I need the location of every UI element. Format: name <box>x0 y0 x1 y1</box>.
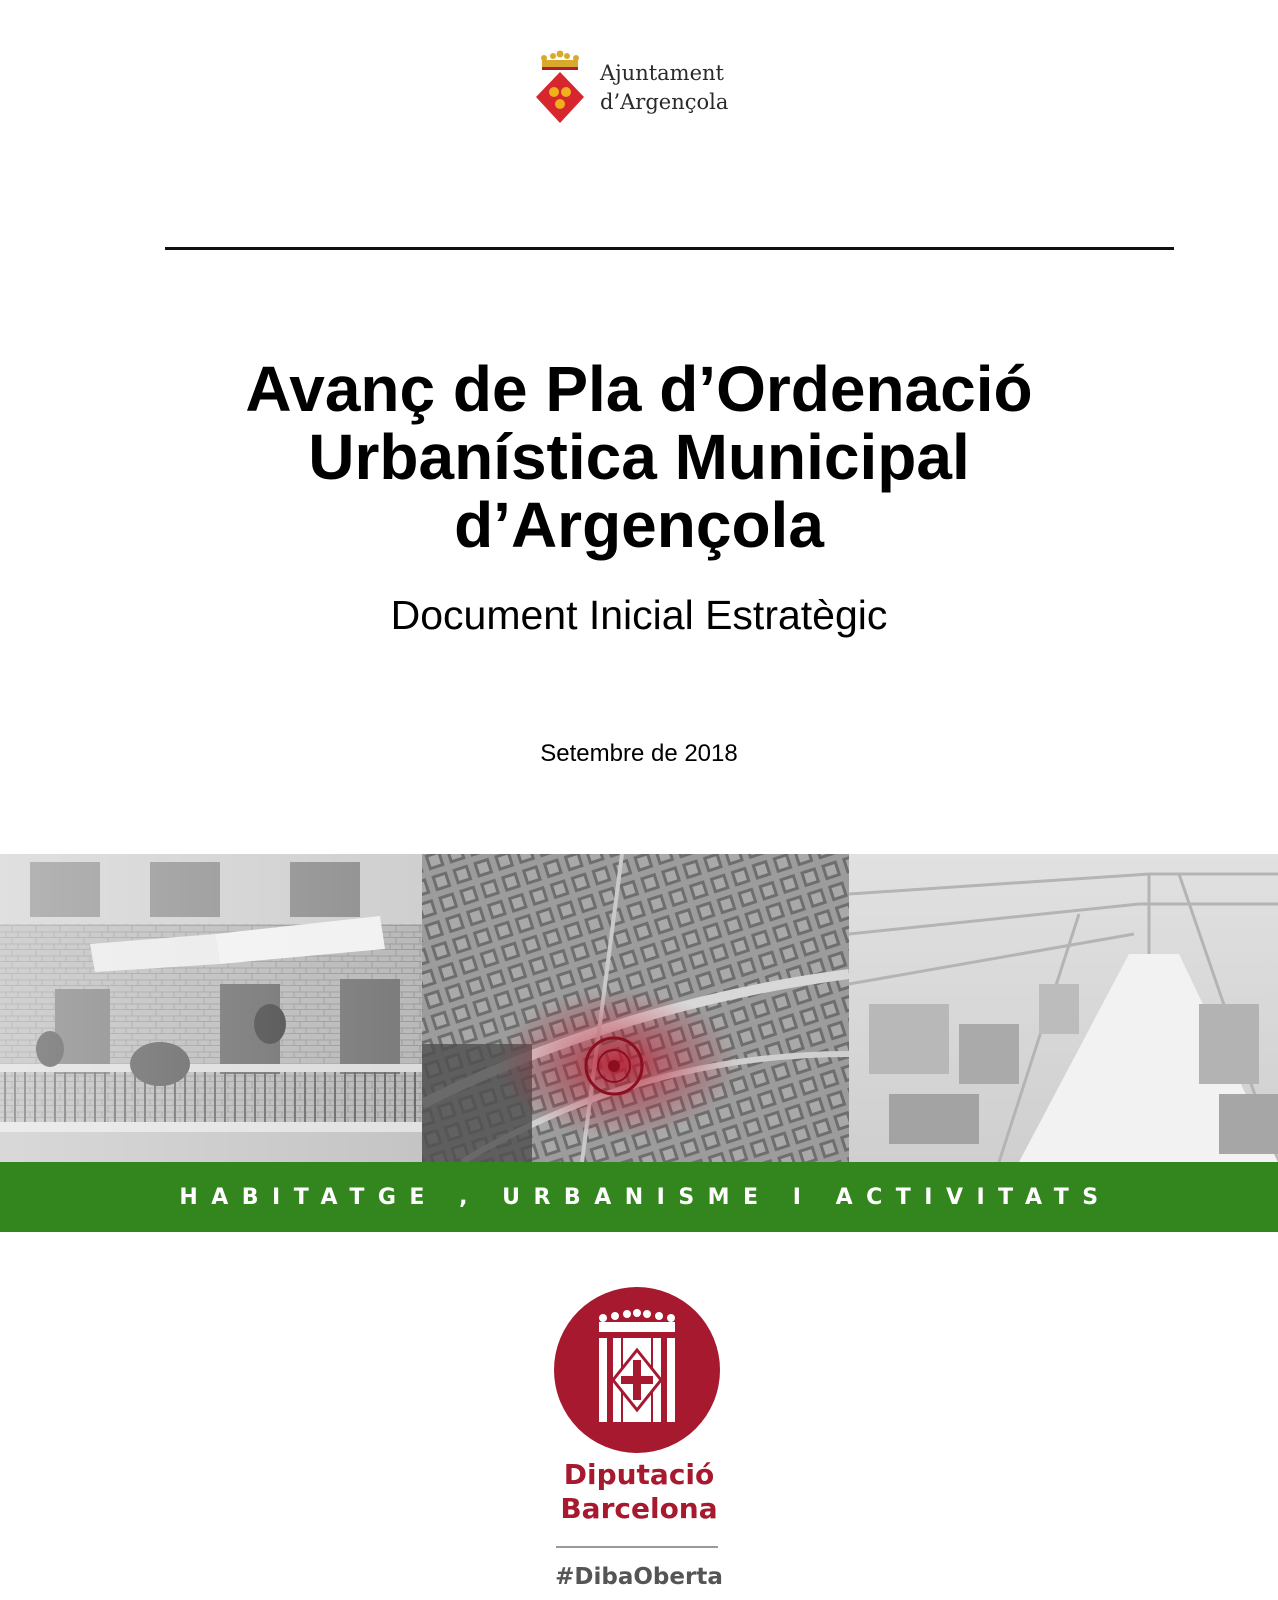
hashtag-label: #DibaOberta <box>555 1564 723 1590</box>
document-subtitle: Document Inicial Estratègic <box>390 592 888 638</box>
header-org-line2: d’Argençola <box>600 90 729 114</box>
document-title <box>0 355 1278 559</box>
category-band <box>0 1162 1278 1232</box>
photo-strip <box>0 854 1278 1162</box>
header-logo <box>534 50 728 126</box>
diputacio-org-name <box>0 1458 1278 1526</box>
diputacio-line-2: Barcelona <box>560 1492 718 1525</box>
argencola-coat-of-arms-icon <box>534 50 586 126</box>
title-divider <box>165 247 1174 250</box>
diputacio-line-1: Diputació <box>563 1458 715 1491</box>
balcony-photo <box>0 854 422 1162</box>
category-band-label: HABITATGE , URBANISME I ACTIVITATS <box>179 1184 1112 1210</box>
header-org-name <box>600 59 728 117</box>
factory-photo <box>849 854 1278 1162</box>
document-date: Setembre de 2018 <box>540 740 738 767</box>
title-line-3: d’Argençola <box>454 489 824 561</box>
title-line-2: Urbanística Municipal <box>308 421 970 493</box>
title-line-1: Avanç de Pla d’Ordenació <box>245 353 1033 425</box>
header-org-line1: Ajuntament <box>600 61 724 85</box>
diputacio-barcelona-emblem-icon <box>553 1286 721 1454</box>
footer-divider <box>556 1546 718 1548</box>
aerial-city-photo <box>422 854 849 1162</box>
